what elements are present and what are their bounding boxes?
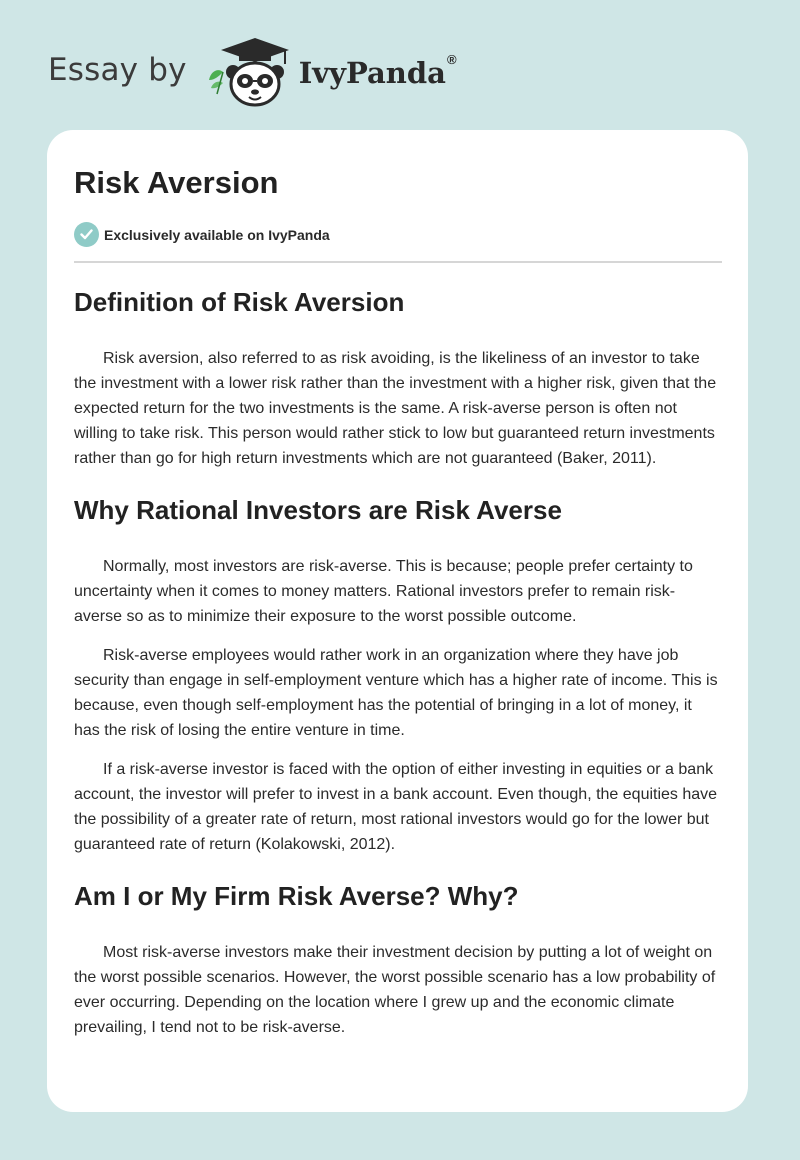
exclusive-badge: [74, 222, 330, 247]
brand-text: IvyPanda: [298, 56, 446, 90]
essay-card: [47, 130, 748, 1112]
section-heading: Am I or My Firm Risk Averse? Why?: [74, 881, 519, 911]
badge-label: Exclusively available on IvyPanda: [104, 226, 330, 243]
section-heading: Why Rational Investors are Risk Averse: [74, 495, 562, 525]
registered-mark: ®: [446, 52, 457, 67]
title-divider: [74, 261, 722, 263]
site-header: [48, 36, 457, 108]
section-heading: Definition of Risk Aversion: [74, 287, 405, 317]
page-title: Risk Aversion: [74, 165, 279, 200]
paragraph: Most risk-averse investors make their investment decision by putting a lot of weight on the worst possible scenarios. However, the worst possible scenario has a low probability of ever occurring. Depending on the location where I grew up and the economic climate prevailing, I tend not to be risk-averse.: [74, 944, 716, 1036]
section-definition: [74, 280, 722, 471]
section-am-i-risk-averse: [74, 874, 722, 1040]
paragraph: Risk aversion, also referred to as risk avoiding, is the likeliness of an investor to take the investment with a lower risk rather than the investment with a higher risk, given that the expected return for the two investments is the same. A risk-averse person is often not willing to take risk. This person would rather stick to low but guaranteed return investments rather than go for high return investments which are not guaranteed (Baker, 2011).: [74, 350, 717, 467]
essay-by-label: Essay by: [48, 52, 187, 88]
check-circle-icon: [74, 222, 99, 247]
section-why-rational: [74, 488, 722, 857]
paragraph: If a risk-averse investor is faced with the option of either investing in equities or a bank account, the investor will prefer to invest in a bank account. Even though, the equities have the possibility of a greater rate of return, most rational investors would go for the lower but guaranteed rate of return (Kolakowski, 2012).: [74, 761, 718, 853]
brand-name[interactable]: [298, 52, 457, 90]
panda-graduate-logo-icon[interactable]: [205, 36, 293, 108]
essay-body: [74, 280, 722, 1054]
paragraph: Normally, most investors are risk-averse. This is because; people prefer certainty to uncertainty when it comes to money matters. Rational investors prefer to remain risk-averse so as to minimize their exposure to the worst possible outcome.: [74, 558, 693, 625]
paragraph: Risk-averse employees would rather work in an organization where they have job security than engage in self-employment venture which has a higher rate of income. This is because, even though self-employment has the potential of bringing in a lot of money, it has the risk of losing the entire venture in time.: [74, 647, 718, 739]
